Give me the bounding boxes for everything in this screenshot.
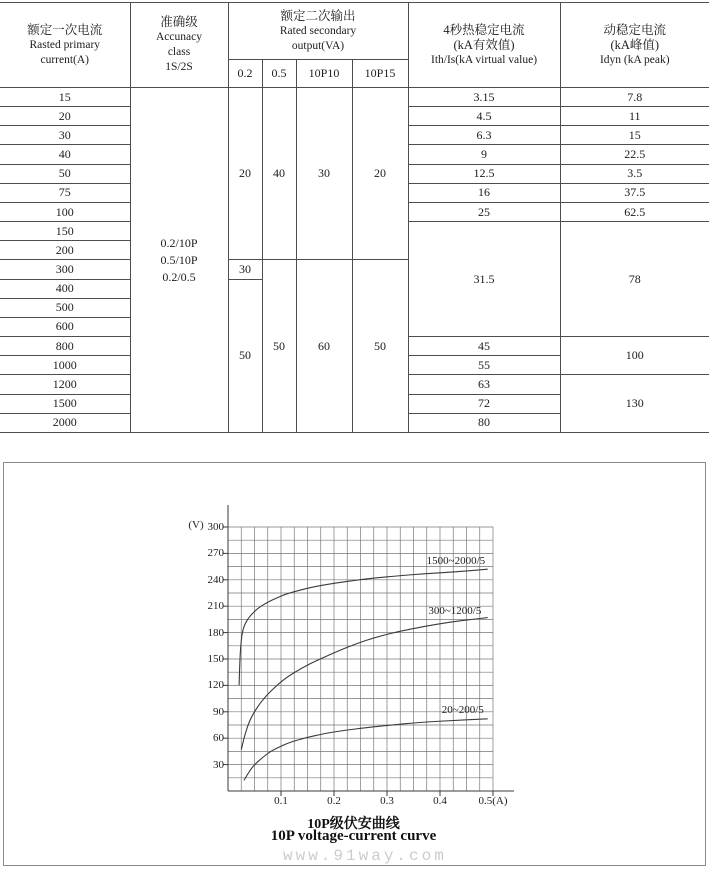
table-cell: 40	[0, 145, 130, 164]
table-header-row	[0, 3, 709, 60]
table-cell: 130	[560, 375, 709, 433]
header-accuracy-zh: 准确级	[160, 15, 198, 29]
x-tick-label: 0.3	[380, 795, 394, 807]
y-tick-label: 180	[207, 626, 224, 639]
table-cell: 400	[0, 279, 130, 298]
x-tick-label: 0.5(A)	[478, 795, 508, 807]
y-tick-label: 90	[213, 705, 224, 718]
table-cell: 200	[0, 241, 130, 260]
header-dynamic-zh2: (kA峰值)	[610, 37, 660, 52]
header-accuracy-class	[130, 3, 228, 88]
header-dynamic-zh1: 动稳定电流	[603, 22, 667, 37]
y-tick-label: 300	[207, 521, 224, 533]
table-cell: 50	[262, 260, 296, 433]
header-accuracy-en2: class	[167, 46, 191, 58]
header-accuracy-en3: 1S/2S	[165, 61, 193, 73]
table-cell: 9	[408, 145, 560, 164]
table-cell: 25	[408, 202, 560, 221]
table-cell: 40	[262, 88, 296, 260]
table-cell: 50	[228, 279, 262, 432]
y-tick-label: 150	[207, 653, 224, 665]
table-cell: 20	[228, 88, 262, 260]
accuracy-class-line: 0.5/10P	[160, 252, 198, 267]
y-tick-label: 30	[213, 758, 224, 771]
x-tick-label: 0.1	[274, 795, 288, 807]
spec-table	[0, 2, 709, 433]
curve-label: 1500~2000/5	[426, 555, 486, 568]
header-thermal-zh2: (kA有效值)	[453, 37, 515, 52]
table-cell: 3.15	[408, 88, 560, 107]
table-cell	[130, 88, 228, 433]
y-tick-label: 120	[207, 679, 224, 692]
y-tick-label: 240	[207, 573, 224, 586]
curve-label: 300~1200/5	[428, 605, 482, 618]
header-primary-current	[0, 3, 130, 88]
table-cell: 20	[352, 88, 408, 260]
header-primary-en2: current(A)	[40, 53, 90, 66]
accuracy-class-line: 0.2/0.5	[162, 269, 196, 284]
table-cell: 100	[560, 337, 709, 375]
table-cell: 11	[560, 107, 709, 126]
table-cell: 500	[0, 298, 130, 317]
header-rated-output	[228, 3, 408, 60]
table-cell: 1200	[0, 375, 130, 394]
table-cell: 63	[408, 375, 560, 394]
table-cell: 300	[0, 260, 130, 279]
table-cell: 80	[408, 413, 560, 432]
table-cell: 6.3	[408, 126, 560, 145]
table-cell: 50	[0, 164, 130, 183]
chart-title-en: 10P voltage-current curve	[270, 828, 437, 844]
table-cell: 600	[0, 317, 130, 336]
curve-label: 20~200/5	[441, 704, 484, 717]
header-thermal-zh1: 4秒热稳定电流	[443, 22, 525, 37]
table-cell: 30	[228, 260, 262, 279]
header-accuracy-en1: Accunacy	[156, 31, 202, 43]
subheader-10p10: 10P10	[296, 60, 352, 88]
subheader-class-0-2: 0.2	[228, 60, 262, 88]
table-cell: 15	[0, 88, 130, 107]
table-cell: 31.5	[408, 222, 560, 337]
header-output-en1: Rated secondary	[279, 24, 357, 37]
table-cell: 22.5	[560, 145, 709, 164]
table-cell: 75	[0, 183, 130, 202]
table-cell: 7.8	[560, 88, 709, 107]
table-cell: 45	[408, 337, 560, 356]
table-cell: 37.5	[560, 183, 709, 202]
table-cell: 1500	[0, 394, 130, 413]
watermark: www.91way.com	[283, 847, 447, 865]
table-cell: 2000	[0, 413, 130, 432]
table-cell: 50	[352, 260, 408, 433]
header-primary-en1: Rasted primary	[29, 38, 101, 51]
table-cell: 100	[0, 202, 130, 221]
header-thermal-en: Ith/Is(kA virtual value)	[431, 53, 538, 66]
table-cell: 30	[0, 126, 130, 145]
header-thermal-current	[408, 3, 560, 88]
table-cell: 62.5	[560, 202, 709, 221]
y-tick-label: 270	[207, 547, 224, 560]
table-cell: 3.5	[560, 164, 709, 183]
subheader-class-0-5: 0.5	[262, 60, 296, 88]
table-cell: 55	[408, 356, 560, 375]
chart-title-zh: 10P级伏安曲线	[307, 817, 400, 832]
x-tick-label: 0.2	[327, 795, 341, 807]
subheader-10p15: 10P15	[352, 60, 408, 88]
header-output-en2: output(VA)	[291, 39, 345, 52]
header-dynamic-en: Idyn (kA peak)	[599, 53, 670, 66]
header-dynamic-current	[560, 3, 709, 88]
y-tick-label: 210	[207, 600, 224, 613]
y-axis-unit-label: (V)	[188, 519, 204, 531]
table-cell: 16	[408, 183, 560, 202]
table-row	[0, 88, 709, 107]
x-tick-label: 0.4	[433, 795, 447, 807]
table-cell: 800	[0, 337, 130, 356]
table-cell: 15	[560, 126, 709, 145]
table-cell: 150	[0, 222, 130, 241]
table-cell: 60	[296, 260, 352, 433]
table-cell: 1000	[0, 356, 130, 375]
header-primary-zh: 额定一次电流	[27, 22, 103, 37]
y-tick-label: 60	[213, 732, 224, 745]
table-cell: 4.5	[408, 107, 560, 126]
table-cell: 30	[296, 88, 352, 260]
table-cell: 72	[408, 394, 560, 413]
table-cell: 78	[560, 222, 709, 337]
table-cell: 12.5	[408, 164, 560, 183]
header-output-zh: 额定二次输出	[280, 8, 356, 23]
table-cell: 20	[0, 107, 130, 126]
accuracy-class-line: 0.2/10P	[160, 235, 198, 250]
